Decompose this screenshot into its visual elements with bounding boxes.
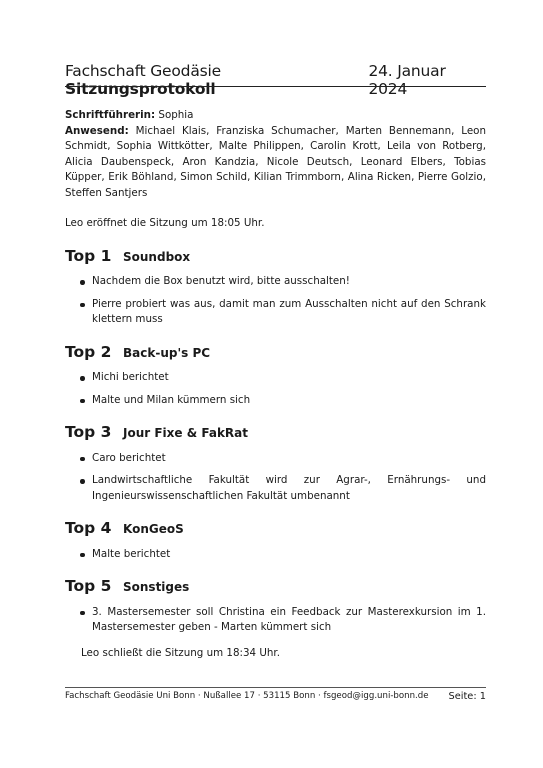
section-number: Top 1 xyxy=(65,246,112,265)
document-body xyxy=(65,108,486,671)
opening-statement: Leo eröffnet die Sitzung um 18:05 Uhr. xyxy=(65,217,265,229)
agenda-section xyxy=(65,425,486,504)
doc-type: Sitzungsprotokoll xyxy=(65,80,216,98)
meta-block xyxy=(65,108,486,201)
writer-line xyxy=(65,108,486,124)
writer-name: Sophia xyxy=(158,109,194,121)
bullet-item: 3. Mastersemester soll Christina ein Feedback zur Masterexkursion im 1. Mastersemester geben - Marten kümmert sich xyxy=(65,605,486,636)
present-label: Anwesend: xyxy=(65,124,129,137)
bullet-list xyxy=(65,370,486,408)
section-heading xyxy=(65,579,486,596)
page-footer xyxy=(65,691,486,702)
footer-rule xyxy=(65,687,486,688)
section-title: Soundbox xyxy=(123,249,191,264)
page-number: Seite: 1 xyxy=(448,691,486,702)
writer-label: Schriftführerin: xyxy=(65,109,156,121)
footer-address: Fachschaft Geodäsie Uni Bonn · Nußallee 17 · 53115 Bonn · fsgeod@igg.uni-bonn.de xyxy=(65,691,429,701)
section-heading xyxy=(65,246,486,266)
section-number: Top 2 xyxy=(65,342,112,361)
page-header xyxy=(65,62,486,98)
section-title: KonGeoS xyxy=(123,522,184,536)
document-date: 24. Januar 2024 xyxy=(368,62,446,98)
bullet-item: Pierre probiert was aus, damit man zum Ausschalten nicht auf den Schrank klettern muss xyxy=(65,297,486,328)
bullet-item: Caro berichtet xyxy=(65,451,486,467)
section-number: Top 3 xyxy=(65,423,112,441)
section-heading xyxy=(65,342,486,362)
agenda-sections xyxy=(65,246,486,636)
document-title xyxy=(65,62,368,98)
section-heading xyxy=(65,521,486,538)
bullet-item: Nachdem die Box benutzt wird, bitte ausschalten! xyxy=(65,274,486,290)
bullet-item: Malte berichtet xyxy=(65,547,486,563)
bullet-item: Landwirtschaftliche Fakultät wird zur Agrar-, Ernährungs- und Ingenieurswissenschaftlichen Fakultät umbenannt xyxy=(65,473,486,504)
section-number: Top 5 xyxy=(65,577,112,595)
present-line xyxy=(65,124,486,202)
bullet-list xyxy=(65,547,486,563)
bullet-item: Michi berichtet xyxy=(65,370,486,386)
agenda-section xyxy=(65,342,486,409)
section-title: Back-up's PC xyxy=(123,345,211,360)
present-list: Michael Klais, Franziska Schumacher, Marten Bennemann, Leon Schmidt, Sophia Wittkötter, Malte Philippen, Carolin Krott, Leila von Rotberg, Alicia Daubenspeck, Aron Kandzia, Nicole Deutsch, Leonard Elbers, Tobias Küpper, Erik Böhland, Simon Schild, Kilian Trimmborn, Alina Ricken, Pierre Golzio, Steffen Santjers xyxy=(65,124,486,199)
bullet-list xyxy=(65,451,486,505)
bullet-list xyxy=(65,605,486,636)
closing-statement: Leo schließt die Sitzung um 18:34 Uhr. xyxy=(81,646,280,659)
section-heading xyxy=(65,425,486,442)
section-title: Sonstiges xyxy=(123,580,190,594)
section-title: Jour Fixe & FakRat xyxy=(123,426,249,440)
bullet-item: Malte und Milan kümmern sich xyxy=(65,393,486,409)
agenda-section xyxy=(65,579,486,636)
header-rule xyxy=(65,86,486,87)
org-name: Fachschaft Geodäsie xyxy=(65,62,221,80)
bullet-list xyxy=(65,274,486,328)
agenda-section xyxy=(65,246,486,328)
agenda-section xyxy=(65,521,486,562)
section-number: Top 4 xyxy=(65,519,112,537)
